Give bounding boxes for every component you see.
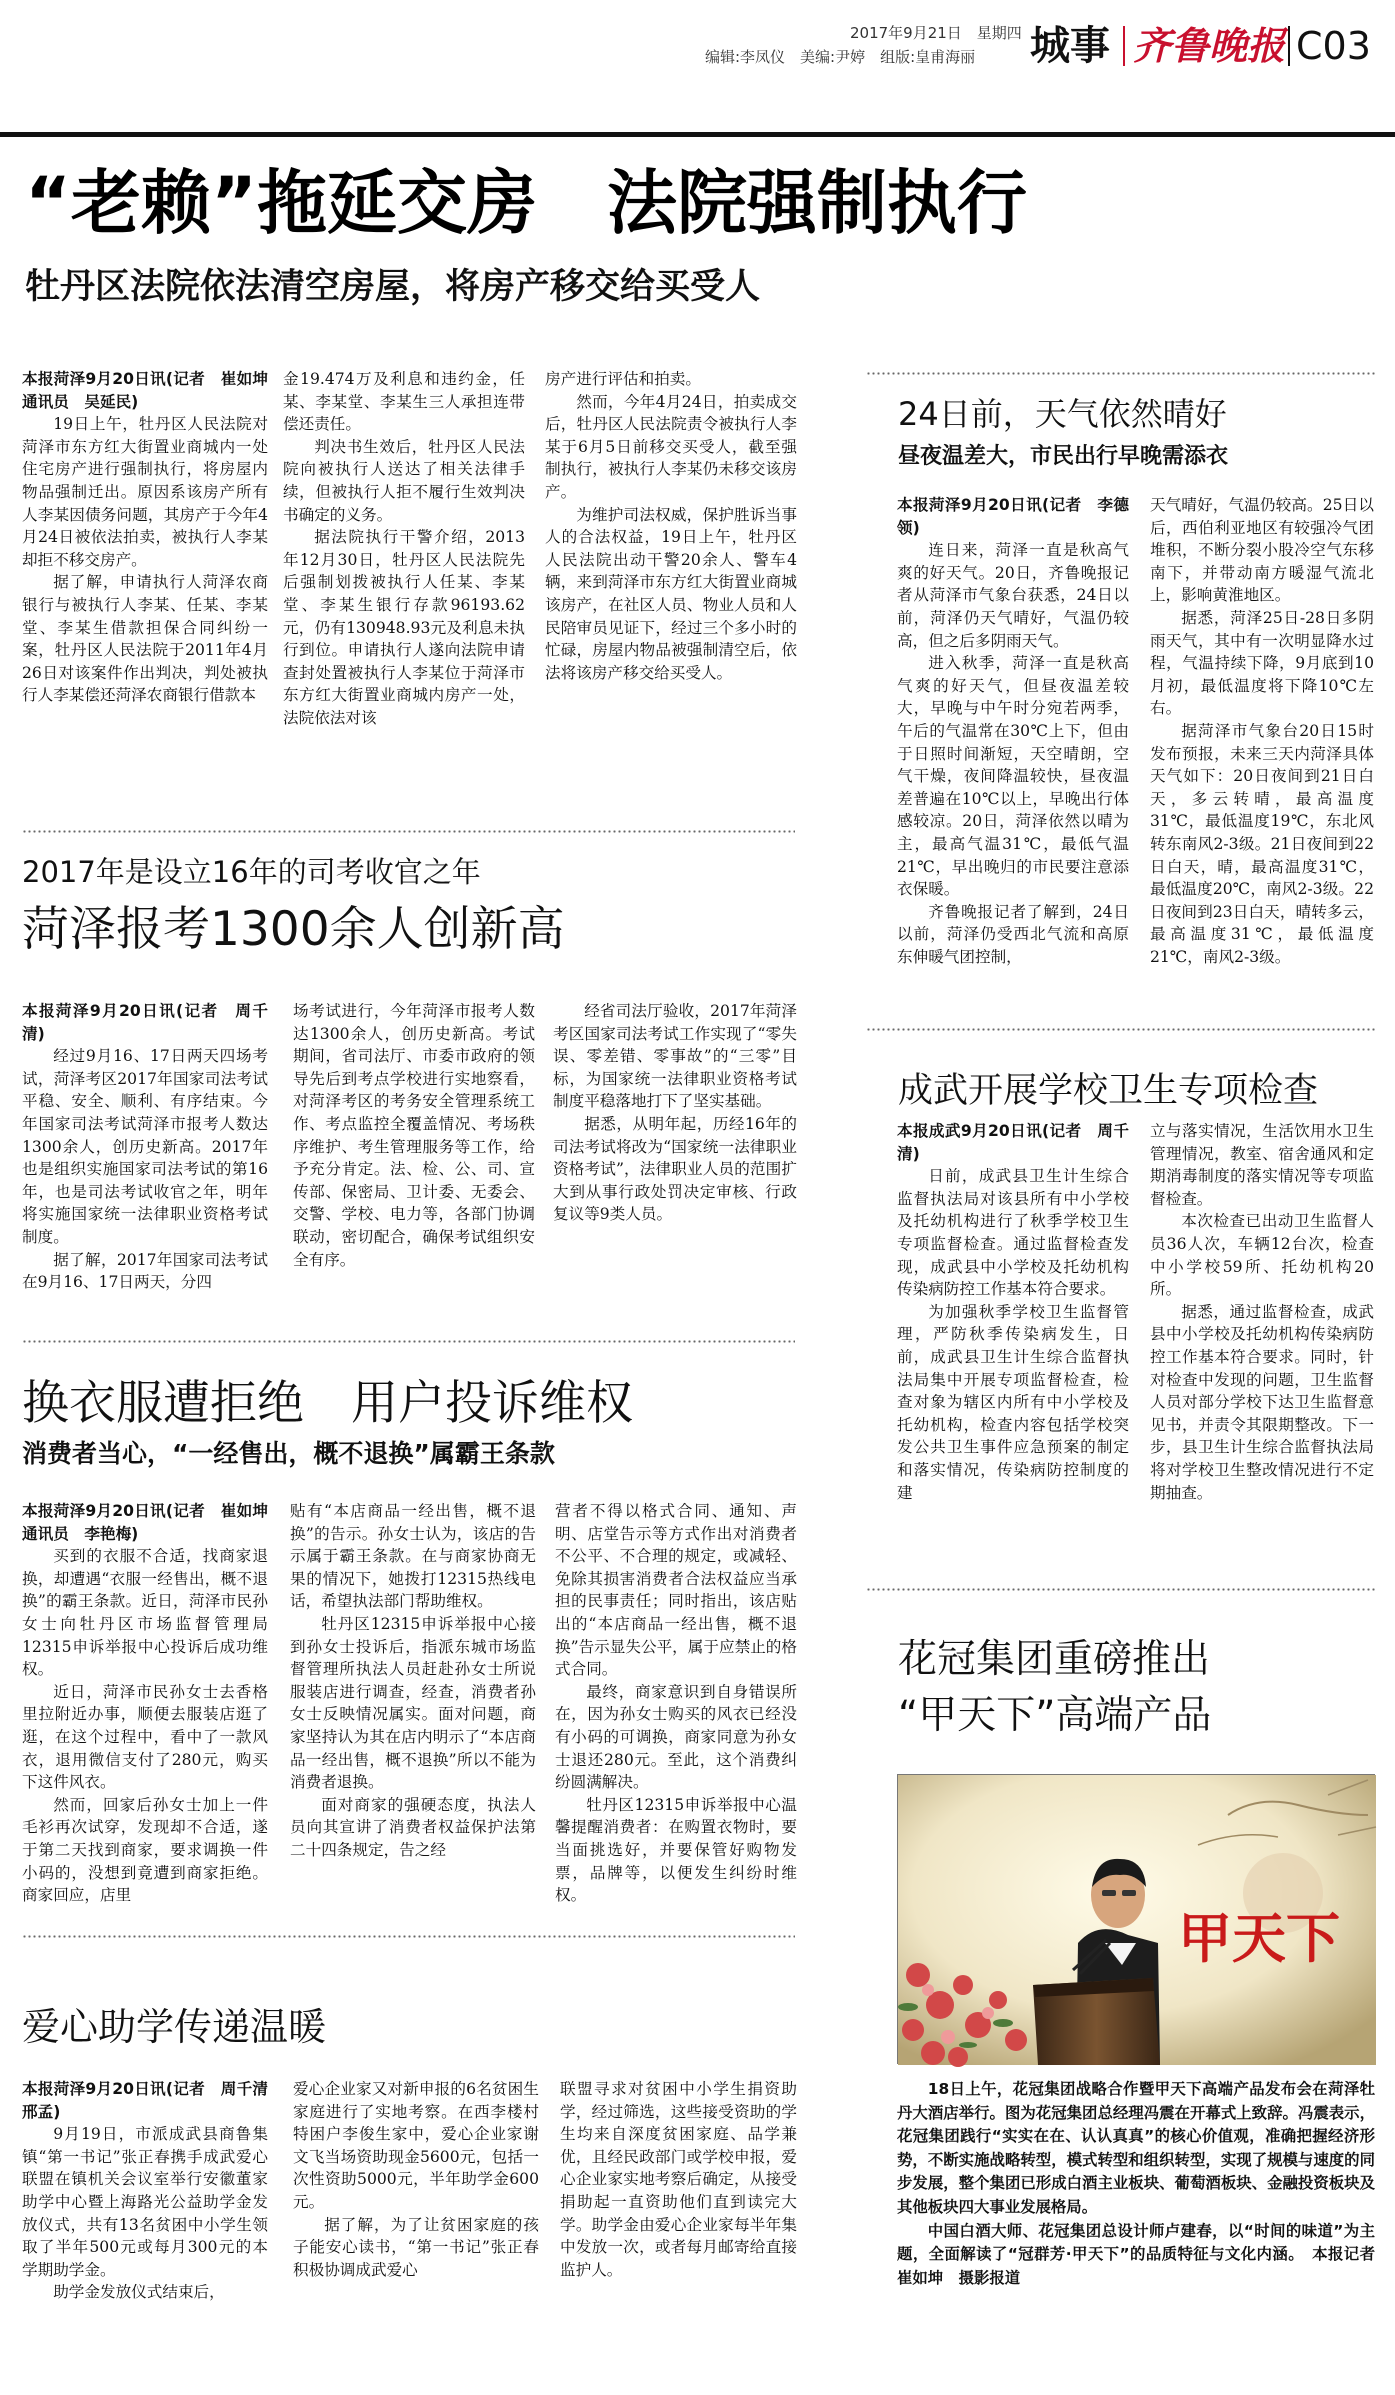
- separator: [866, 1588, 1376, 1591]
- article3-col3: [555, 1500, 797, 1928]
- article7-headline-line1: 花冠集团重磅推出: [898, 1637, 1211, 1682]
- page-number: C03: [1296, 24, 1371, 68]
- banner-text: 甲天下: [1178, 1906, 1340, 1970]
- lead-headline: “老赖”拖延交房 法院强制执行: [25, 162, 1028, 244]
- paragraph: 连日来，菏泽一直是秋高气爽的好天气。20日，齐鲁晚报记者从菏泽市气象台获悉，24日以前，菏泽仍天气晴好，气温仍较高，但之后多阴雨天气。: [897, 541, 1129, 650]
- paragraph: 为维护司法权威，保护胜诉当事人的合法权益，19日上午，牡丹区人民法院出动干警20余人、警车4辆，来到菏泽市东方红大街置业商城该房产，在社区人员、物业人员和人民陪审员见证下，经过三个多小时的忙碌，房屋内物品被强制清空后，依法将该房产移交给买受人。: [545, 505, 797, 682]
- article3-byline: 本报菏泽9月20日讯(记者 崔如坤 通讯员 李艳梅): [22, 1502, 284, 1543]
- paragraph: 牡丹区12315申诉举报中心温馨提醒消费者：在购置衣物时，要当面挑选好，并要保管好购物发票，品牌等，以便发生纠纷时维权。: [555, 1795, 797, 1905]
- article5-col2: [1150, 494, 1374, 1014]
- paragraph: 然而，今年4月24日，拍卖成交后，牡丹区人民法院责令被执行人李某于6月5日前移交买受人，截至强制执行，被执行人李某仍未移交该房产。: [545, 392, 797, 501]
- lead-subhead: 牡丹区法院依法清空房屋，将房产移交给买受人: [25, 267, 761, 307]
- event-photo-image: [898, 1775, 1376, 2065]
- paragraph: 据了解，申请执行人菏泽农商银行与被执行人李某、任某、李某堂、李某生借款担保合同纠纷一案，牡丹区人民法院于2011年4月26日对该案件作出判决，判处被执行人李某偿还菏泽农商银行借款本: [22, 573, 268, 705]
- separator: [22, 830, 795, 833]
- article6-headline: 成武开展学校卫生专项检查: [898, 1071, 1319, 1111]
- paragraph: 据悉，从明年起，历经16年的司法考试将改为“国家统一法律职业资格考试”，法律职业人员的范围扩大到从事行政处罚决定审核、行政复议等9类人员。: [553, 1114, 797, 1224]
- paragraph: 据悉，通过监督检查，成武县中小学校及托幼机构传染病防控工作基本符合要求。同时，针对检查中发现的问题，卫生监督人员对部分学校下达卫生监督意见书，并责令其限期整改。下一步，县卫生计生综合监督执法局将对学校卫生整改情况进行不定期抽查。: [1150, 1302, 1374, 1502]
- article5-col1: [897, 494, 1129, 1014]
- article3-col2: [290, 1500, 536, 1928]
- paragraph: 日前，成武县卫生计生综合监督执法局对该县所有中小学校及托幼机构进行了秋季学校卫生专项监督检查。通过监督检查发现，成武县中小学校及托幼机构传染病防控工作基本符合要求。: [897, 1167, 1129, 1299]
- paragraph: 营者不得以格式合同、通知、声明、店堂告示等方式作出对消费者不公平、不合理的规定，或减轻、免除其损害消费者合法权益应当承担的民事责任；同时指出，该店贴出的“本店商品一经出售，概不退换”告示显失公平，属于应禁止的格式合同。: [555, 1502, 797, 1679]
- paragraph: 立与落实情况，生活饮用水卫生管理情况，教室、宿舍通风和定期消毒制度的落实情况等专项监督检查。: [1150, 1122, 1374, 1208]
- paragraph: 天气晴好，气温仍较高。25日以后，西伯利亚地区有较强冷气团堆积，不断分裂小股冷空气东移南下，并带动南方暖湿气流北上，影响黄淮地区。: [1150, 496, 1374, 605]
- article1-col3: [545, 368, 797, 806]
- article2-col3: [553, 1000, 797, 1330]
- paragraph: 经过9月16、17日两天四场考试，菏泽考区2017年国家司法考试平稳、安全、顺利、有序结束。今年国家司法考试菏泽市报考人数达1300余人，创历史新高。2017年也是组织实施国家司法考试的第16年，也是司法考试收官之年，明年将实施国家统一法律职业资格考试制度。: [22, 1047, 268, 1246]
- paragraph: 金19.474万及利息和违约金，任某、李某堂、李某生三人承担连带偿还责任。: [283, 370, 525, 434]
- section-name: 城事: [1030, 23, 1110, 69]
- event-photo: [897, 1774, 1375, 2064]
- paragraph: 据法院执行干警介绍，2013年12月30日，牡丹区人民法院先后强制划拨被执行人任某、李某堂、李某生银行存款96193.62元，仍有130948.93元及利息未执行到位。申请执行人遂向法院申请查封处置被执行人李某位于菏泽市东方红大街置业商城内房产一处，法院依法对该: [283, 528, 525, 727]
- paragraph: 经省司法厅验收，2017年菏泽考区国家司法考试工作实现了“零失误、零差错、零事故”的“三零”目标，为国家统一法律职业资格考试制度平稳落地打下了坚实基础。: [553, 1002, 797, 1111]
- paragraph: 买到的衣服不合适，找商家退换，却遭遇“衣服一经售出，概不退换”的霸王条款。近日，菏泽市民孙女士向牡丹区市场监督管理局12315申诉举报中心投诉后成功维权。: [22, 1547, 268, 1679]
- article4-headline: 爱心助学传递温暖: [22, 2005, 327, 2049]
- article2-headline: 菏泽报考1300余人创新高: [22, 902, 565, 957]
- separator: [866, 372, 1376, 375]
- paragraph: 联盟寻求对贫困中小学生捐资助学，经过筛选，这些接受资助的学生均来自深度贫困家庭、品学兼优，且经民政部门或学校申报，爱心企业家实地考察后确定，从接受捐助起一直资助他们直到读完大学。助学金由爱心企业家每半年集中发放一次，或者每月邮寄给直接监护人。: [560, 2080, 797, 2279]
- caption-paragraph: 中国白酒大师、花冠集团总设计师卢建春，以“时间的味道”为主题，全面解读了“冠群芳·甲天下”的品质特征与文化内涵。 本报记者 崔如坤 摄影报道: [897, 2221, 1391, 2287]
- article5-byline: 本报菏泽9月20日讯(记者 李德领): [897, 496, 1129, 537]
- paragraph: 助学金发放仪式结束后，: [53, 2283, 225, 2302]
- paragraph: 最终，商家意识到自身错误所在，因为孙女士购买的风衣已经没有小码的可调换，商家同意为孙女士退还280元。至此，这个消费纠纷圆满解决。: [555, 1682, 797, 1792]
- article6-col1: [897, 1120, 1129, 1565]
- article5-subhead: 昼夜温差大，市民出行早晚需添衣: [898, 444, 1229, 469]
- separator: [22, 1935, 795, 1938]
- article3-headline: 换衣服遭拒绝 用户投诉维权: [22, 1376, 633, 1431]
- article6-byline: 本报成武9月20日讯(记者 周千清): [897, 1122, 1129, 1163]
- paragraph: 进入秋季，菏泽一直是秋高气爽的好天气，但昼夜温差较大，早晚与中午时分宛若两季，午后的气温常在30℃上下，但由于日照时间渐短，天空晴朗，空气干燥，夜间降温较快，昼夜温差普遍在10℃以上，早晚出行体感较凉。20日，菏泽依然以晴为主，最高气温31℃，最低气温21℃，早出晚归的市民要注意添衣保暖。: [897, 654, 1129, 899]
- paragraph: 近日，菏泽市民孙女士去香格里拉附近办事，顺便去服装店逛了逛，在这个过程中，看中了一款风衣，退用微信支付了280元，购买下这件风衣。: [22, 1682, 268, 1792]
- separator: [866, 1028, 1376, 1031]
- paragraph: 据悉，菏泽25日-28日多阴雨天气，其中有一次明显降水过程，气温持续下降，9月底到10月初，最低温度将下降10℃左右。: [1150, 608, 1374, 718]
- article2-kicker: 2017年是设立16年的司考收官之年: [22, 855, 481, 889]
- editors-line: 编辑:李凤仪 美编:尹婷 组版:皇甫海丽: [705, 48, 976, 66]
- paragraph: 然而，回家后孙女士加上一件毛衫再次试穿，发现却不合适，遂于第二天找到商家，要求调换一件小码的，没想到竟遭到商家拒绝。商家回应，店里: [22, 1795, 268, 1905]
- separator: [22, 1340, 795, 1343]
- paragraph: 贴有“本店商品一经出售，概不退换”的告示。孙女士认为，该店的告示属于霸王条款。在与商家协商无果的情况下，她拨打12315热线电话，希望执法部门帮助维权。: [290, 1502, 536, 1611]
- paragraph: 房产进行评估和拍卖。: [545, 370, 701, 388]
- paragraph: 9月19日，市派成武县商鲁集镇“第一书记”张正春携手成武爱心联盟在镇机关会议室举行安徽董家助学中心暨上海路光公益助学金发放仪式，共有13名贫困中小学生领取了半年500元或每月300元的本学期助学金。: [22, 2125, 268, 2279]
- masthead-divider: [1123, 26, 1125, 66]
- issue-date: 2017年9月21日 星期四: [850, 24, 1022, 42]
- paragraph: 据了解，为了让贫困家庭的孩子能安心读书，“第一书记”张正春积极协调成武爱心: [293, 2215, 539, 2279]
- paragraph: 判决书生效后，牡丹区人民法院向被执行人送达了相关法律手续，但被执行人拒不履行生效判决书确定的义务。: [283, 437, 525, 524]
- article6-col2: [1150, 1120, 1374, 1565]
- article2-byline: 本报菏泽9月20日讯(记者 周千清): [22, 1002, 268, 1043]
- article1-col1: [22, 368, 284, 806]
- article3-subhead: 消费者当心，“一经售出，概不退换”属霸王条款: [22, 1439, 555, 1468]
- article1-byline: 本报菏泽9月20日讯(记者 崔如坤 通讯员 吴延民): [22, 370, 284, 411]
- article4-col1: [22, 2078, 284, 2383]
- paragraph: 据了解，2017年国家司法考试在9月16、17日两天，分四: [22, 1250, 268, 1292]
- paragraph: 本次检查已出动卫生监督人员36人次，车辆12台次，检查中小学校59所、托幼机构20所。: [1150, 1212, 1374, 1299]
- article3-col1: [22, 1500, 284, 1928]
- photo-caption: [897, 2078, 1391, 2386]
- paragraph: 据菏泽市气象台20日15时发布预报，未来三天内菏泽具体天气如下：20日夜间到21日白天，多云转晴，最高温度31℃，最低温度19℃，东北风转东南风2-3级。21日夜间到22日白天，晴，最高温度31℃，最低温度20℃，南风2-3级。22日夜间到23日白天，晴转多云，最高温度31℃，最低温度21℃，南风2-3级。: [1150, 721, 1374, 966]
- paragraph: 爱心企业家又对新申报的6名贫困生家庭进行了实地考察。在西李楼村特困户李俊生家中，爱心企业家谢文飞当场资助现金5600元，包括一次性资助5000元，半年助学金600元。: [293, 2080, 539, 2211]
- article1-col2: [283, 368, 525, 806]
- newspaper-logo: 齐鲁晚报: [1133, 23, 1286, 68]
- masthead-divider-2: [1288, 26, 1290, 66]
- article2-col1: [22, 1000, 268, 1330]
- masthead-rule: [0, 132, 1395, 137]
- article4-byline: 本报菏泽9月20日讯(记者 周千清 邢孟): [22, 2080, 284, 2121]
- article5-headline: 24日前，天气依然晴好: [898, 395, 1227, 433]
- paragraph: 面对商家的强硬态度，执法人员向其宣讲了消费者权益保护法第二十四条规定，告之经: [290, 1795, 536, 1859]
- caption-paragraph: 18日上午，花冠集团战略合作暨甲天下高端产品发布会在菏泽牡丹大酒店举行。图为花冠集团总经理冯震在开幕式上致辞。冯震表示，花冠集团践行“实实在在、认认真真”的核心价值观，准确把握经济形势，不断实施战略转型，模式转型和组织转型，实现了规模与速度的同步发展，整个集团已形成白酒主业板块、葡萄酒板块、金融投资板块及其他板块四大事业发展格局。: [897, 2080, 1375, 2216]
- article7-headline-line2: “甲天下”高端产品: [898, 1693, 1212, 1738]
- paragraph: 牡丹区12315申诉举报中心接到孙女士投诉后，指派东城市场监督管理所执法人员赶赴孙女士所说服装店进行调查，经查，消费者孙女士反映情况属实。面对问题，商家坚持认为其在店内明示了“本店商品一经出售，概不退换”所以不能为消费者退换。: [290, 1614, 536, 1792]
- paragraph: 场考试进行，今年菏泽市报考人数达1300余人，创历史新高。考试期间，省司法厅、市委市政府的领导先后到考点学校进行实地察看，对菏泽考区的考务安全管理系统工作、考点监控全覆盖情况、考场秩序维护、考生管理服务等工作，给予充分肯定。法、检、公、司、宣传部、保密局、卫计委、无委会、交警、学校、电力等，各部门协调联动，密切配合，确保考试组织安全有序。: [293, 1002, 535, 1269]
- paragraph: 齐鲁晚报记者了解到，24日以前，菏泽仍受西北气流和高原东伸暖气团控制，: [897, 902, 1129, 966]
- paragraph: 为加强秋季学校卫生监督管理，严防秋季传染病发生，日前，成武县卫生计生综合监督执法局集中开展专项监督检查，检查对象为辖区内所有中小学校及托幼机构，检查内容包括学校突发公共卫生事件应急预案的制定和落实情况，传染病防控制度的建: [897, 1302, 1129, 1502]
- paragraph: 19日上午，牡丹区人民法院对菏泽市东方红大街置业商城内一处住宅房产进行强制执行，将房屋内物品强制迁出。原因系该房产所有人李某因债务问题，其房产于今年4月24日被依法拍卖，被执行人李某却拒不移交房产。: [22, 415, 268, 569]
- article4-col2: [293, 2078, 539, 2383]
- article4-col3: [560, 2078, 797, 2383]
- article2-col2: [293, 1000, 535, 1330]
